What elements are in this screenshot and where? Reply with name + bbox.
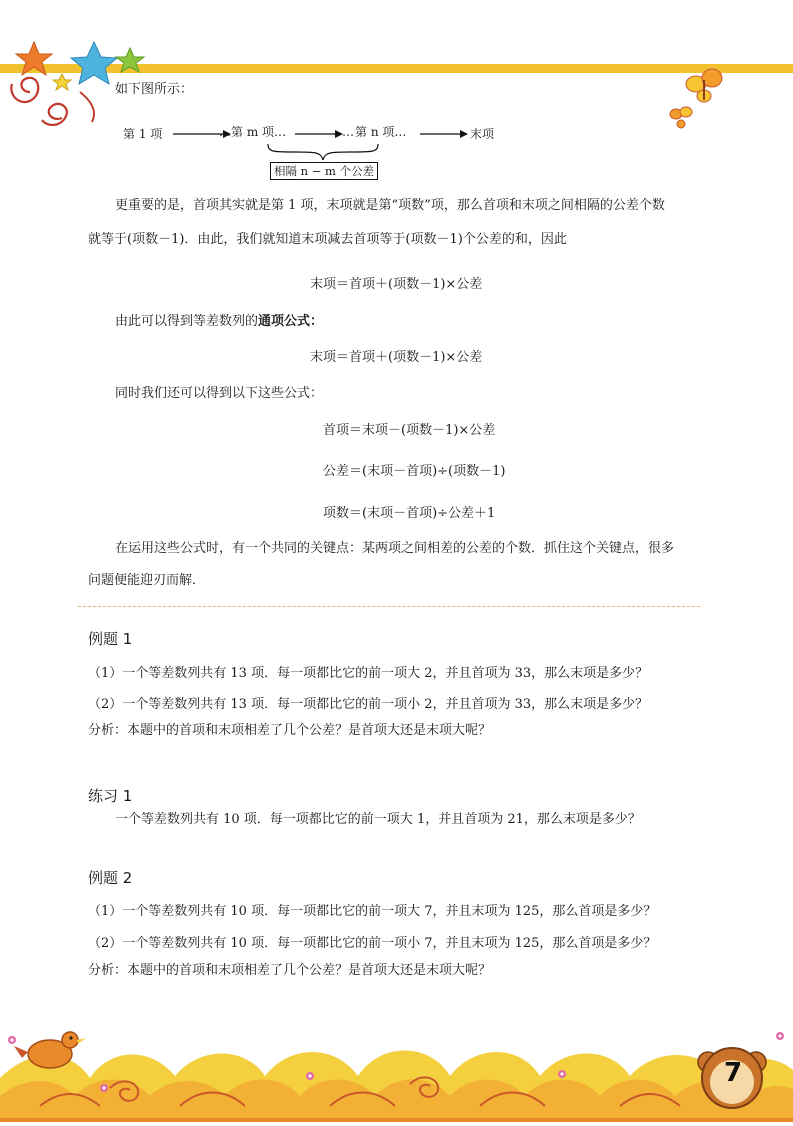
diagram-term-m: 第 m 项… <box>231 125 287 139</box>
diagram-term-1: 第 1 项 <box>123 127 163 141</box>
diagram-last-term: 末项 <box>470 127 495 141</box>
formula-2: 末项＝首项＋(项数－1)×公差 <box>310 350 483 365</box>
paragraph-4-line-1: 在运用这些公式时，有一个共同的关键点：某两项之间相差的公差的个数．抓住这个关键点，很多 <box>115 541 675 556</box>
blue-star-icon <box>71 42 117 84</box>
small-butterfly-icon <box>670 107 692 128</box>
example-2-title: 例题 2 <box>88 869 133 887</box>
header-yellow-band <box>0 64 793 73</box>
flower-icon <box>776 1032 784 1040</box>
small-yellow-star-icon <box>53 74 71 90</box>
red-swirl-icon <box>11 78 38 102</box>
swirl-stem-icon <box>80 92 94 122</box>
practice-1-question: 一个等差数列共有 10 项．每一项都比它的前一项大 1，并且首项为 21，那么末项是多少？ <box>115 812 641 827</box>
example-1-title: 例题 1 <box>88 630 133 648</box>
example-1-question-2: （2）一个等差数列共有 13 项．每一项都比它的前一项小 2，并且首项为 33，那么末项是多少？ <box>88 697 649 712</box>
dashed-divider <box>78 606 700 607</box>
paragraph-3: 同时我们还可以得到以下这些公式： <box>115 386 324 401</box>
flower-icon <box>558 1070 566 1078</box>
example-2-analysis: 分析：本题中的首项和末项相差了几个公差？是首项大还是末项大呢？ <box>88 963 492 978</box>
formula-5: 项数＝(末项－首项)÷公差＋1 <box>323 506 496 521</box>
example-2-question-1: （1）一个等差数列共有 10 项．每一项都比它的前一项大 7，并且末项为 125，那么首项是多少？ <box>88 904 657 919</box>
intro-text: 如下图所示： <box>115 82 194 97</box>
red-swirl-2-icon <box>42 104 67 125</box>
butterfly-icon <box>686 69 722 102</box>
arrow-2-icon <box>295 128 345 140</box>
formula-4: 公差＝(末项－首项)÷(项数－1) <box>323 464 506 479</box>
paragraph-2-prefix: 由此可以得到等差数列的 <box>115 314 259 329</box>
flower-icon <box>8 1036 16 1044</box>
footer-waves-graphic <box>0 1018 793 1122</box>
paragraph-4-line-2: 问题便能迎刃而解． <box>88 573 206 588</box>
diagram-dots-2: … <box>342 125 354 139</box>
brace-icon <box>265 142 385 162</box>
flower-icon <box>100 1084 108 1092</box>
example-2-question-2: （2）一个等差数列共有 10 项．每一项都比它的前一项小 7，并且末项为 125，那么首项是多少？ <box>88 936 657 951</box>
diagram-dots-1: … <box>219 125 231 139</box>
brace-label-box: 相隔 n − m 个公差 <box>270 162 378 180</box>
page-number: 7 <box>723 1058 743 1088</box>
paragraph-2 <box>115 312 323 332</box>
general-term-formula-label: 通项公式： <box>258 314 324 329</box>
paragraph-1-line-1: 更重要的是，首项其实就是第 1 项，末项就是第“项数”项，那么首项和末项之间相隔的公差个数 <box>115 198 665 213</box>
practice-1-title: 练习 1 <box>88 787 133 805</box>
flower-icon <box>306 1072 314 1080</box>
paragraph-1-line-2: 就等于(项数－1)．由此，我们就知道末项减去首项等于(项数－1)个公差的和，因此 <box>88 232 567 247</box>
diagram-term-n: 第 n 项… <box>355 125 407 139</box>
formula-3: 首项＝末项－(项数－1)×公差 <box>323 423 496 438</box>
example-1-analysis: 分析：本题中的首项和末项相差了几个公差？是首项大还是末项大呢？ <box>88 723 492 738</box>
arrow-3-icon <box>420 128 470 140</box>
formula-1: 末项＝首项＋(项数－1)×公差 <box>310 277 483 292</box>
example-1-question-1: （1）一个等差数列共有 13 项．每一项都比它的前一项大 2，并且首项为 33，那么末项是多少？ <box>88 666 649 681</box>
bottom-decoration <box>0 1018 793 1122</box>
sequence-diagram <box>115 118 515 188</box>
